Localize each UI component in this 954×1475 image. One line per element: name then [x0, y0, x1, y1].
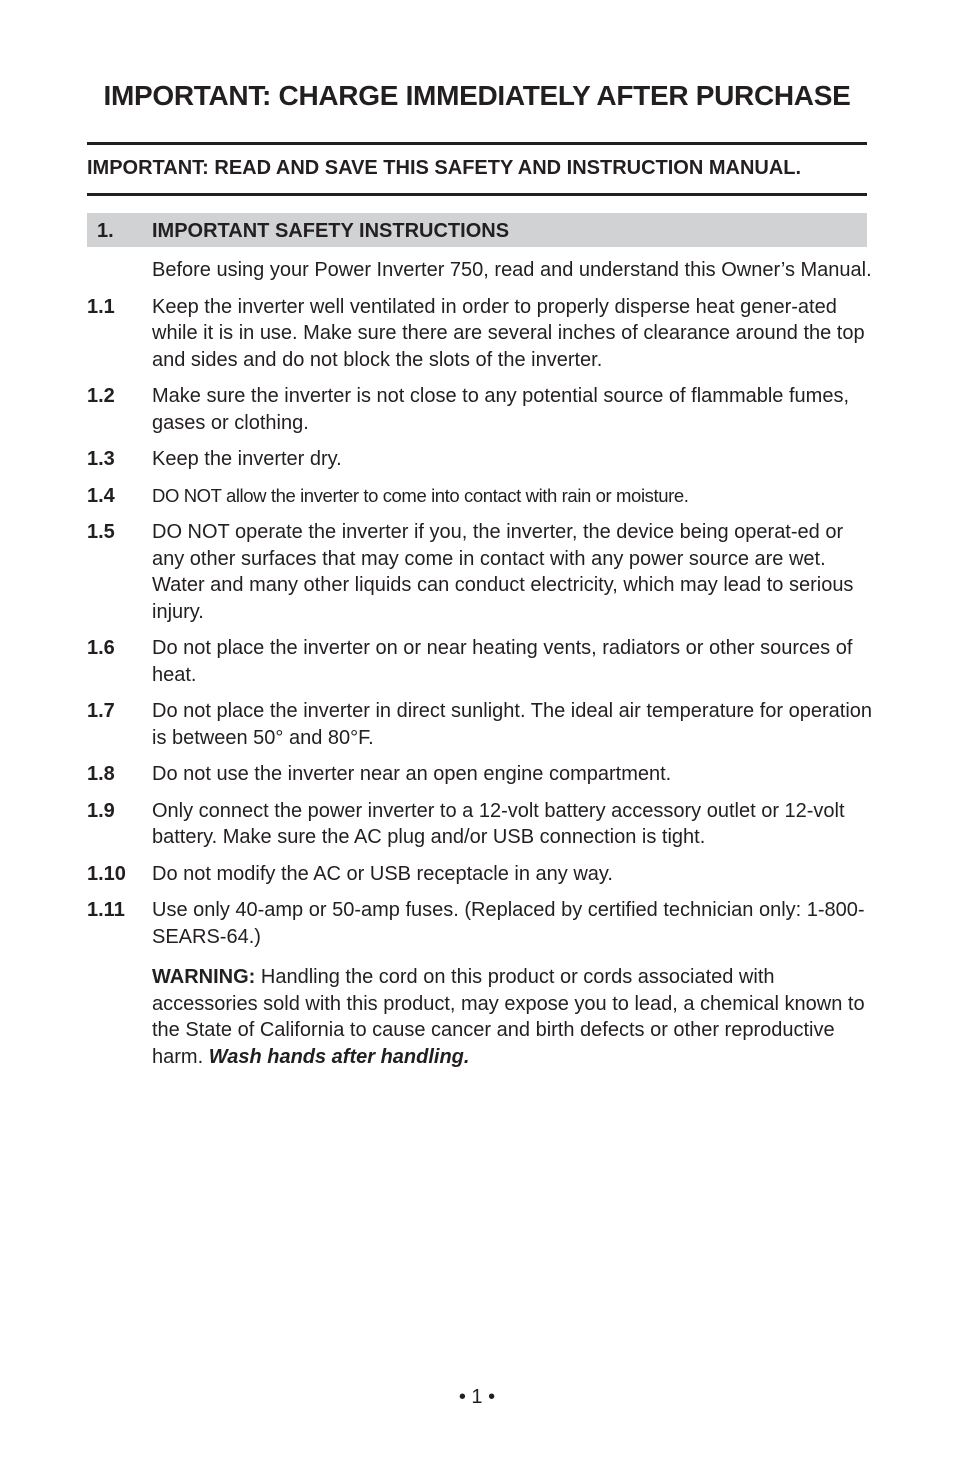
item-text: Keep the inverter dry.: [152, 448, 342, 470]
item-number: 1.4: [87, 484, 115, 507]
item-number: 1.8: [87, 763, 115, 785]
list-item: [87, 519, 877, 625]
list-item: [87, 635, 877, 688]
item-number: 1.5: [87, 521, 115, 543]
section-intro: Before using your Power Inverter 750, read and understand this Owner’s Manual.: [152, 259, 872, 281]
list-item: [87, 294, 877, 374]
item-text: Do not place the inverter on or near heating vents, radiators or other sources of heat.: [152, 637, 853, 686]
section-title: IMPORTANT SAFETY INSTRUCTIONS: [152, 220, 510, 242]
item-number: 1.11: [87, 899, 125, 921]
item-number: 1.10: [87, 862, 126, 885]
item-text: DO NOT operate the inverter if you, the inverter, the device being operat-ed or any other surfaces that may come in contact with any power source are wet. Water and many other liquids can conduct electricity, which may lead to serious injury.: [152, 521, 854, 623]
item-text: Keep the inverter well ventilated in order to properly disperse heat gener-ated while it is in use. Make sure there are several inches of clearance around the top and sides and do not block the slots of the inverter.: [152, 295, 865, 371]
item-number: 1.2: [87, 385, 115, 407]
list-item: [87, 798, 877, 851]
item-number: 1.7: [87, 700, 115, 722]
item-text: Do not place the inverter in direct sunlight. The ideal air temperature for operation is between 50° and 80°F.: [152, 700, 873, 749]
item-number: 1.6: [87, 637, 115, 659]
item-number: 1.1: [87, 295, 115, 318]
item-text: Use only 40-amp or 50-amp fuses. (Replaced by certified technician only: 1-800-SEARS-64.): [152, 899, 865, 948]
page-title: IMPORTANT: CHARGE IMMEDIATELY AFTER PURCHASE: [103, 80, 851, 111]
warning-text: Handling the cord on this product or cords associated with accessories sold with this product, may expose you to lead, a chemical known to the State of California to cause cancer and birth defects or other reproductive harm.: [152, 966, 865, 1068]
list-item: [87, 446, 877, 473]
section-number: 1.: [97, 220, 114, 242]
item-number: 1.3: [87, 448, 115, 470]
list-item: [87, 761, 877, 788]
item-text: Do not modify the AC or USB receptacle in any way.: [152, 862, 613, 885]
list-item: [87, 897, 877, 950]
page-subtitle: IMPORTANT: READ AND SAVE THIS SAFETY AND INSTRUCTION MANUAL.: [87, 157, 802, 179]
warning-paragraph: [87, 964, 877, 1070]
divider-top: [87, 142, 867, 145]
list-item: [87, 861, 877, 888]
section-header: [87, 213, 867, 247]
list-item: [87, 698, 877, 751]
item-text: Only connect the power inverter to a 12-volt battery accessory outlet or 12-volt battery. Make sure the AC plug and/or USB connection is tight.: [152, 799, 845, 848]
list-item: [87, 383, 877, 436]
page-number: • 1 •: [458, 1386, 496, 1408]
instructions-list: [87, 257, 877, 1080]
list-item: [87, 483, 877, 510]
warning-emphasis: Wash hands after handling.: [208, 1045, 470, 1068]
item-text: Make sure the inverter is not close to any potential source of flammable fumes, gases or clothing.: [152, 385, 850, 434]
item-text: DO NOT allow the inverter to come into contact with rain or moisture.: [152, 484, 689, 506]
item-text: Do not use the inverter near an open engine compartment.: [152, 763, 672, 785]
divider-bottom: [87, 193, 867, 196]
warning-label: WARNING:: [152, 966, 256, 988]
item-number: 1.9: [87, 799, 115, 822]
